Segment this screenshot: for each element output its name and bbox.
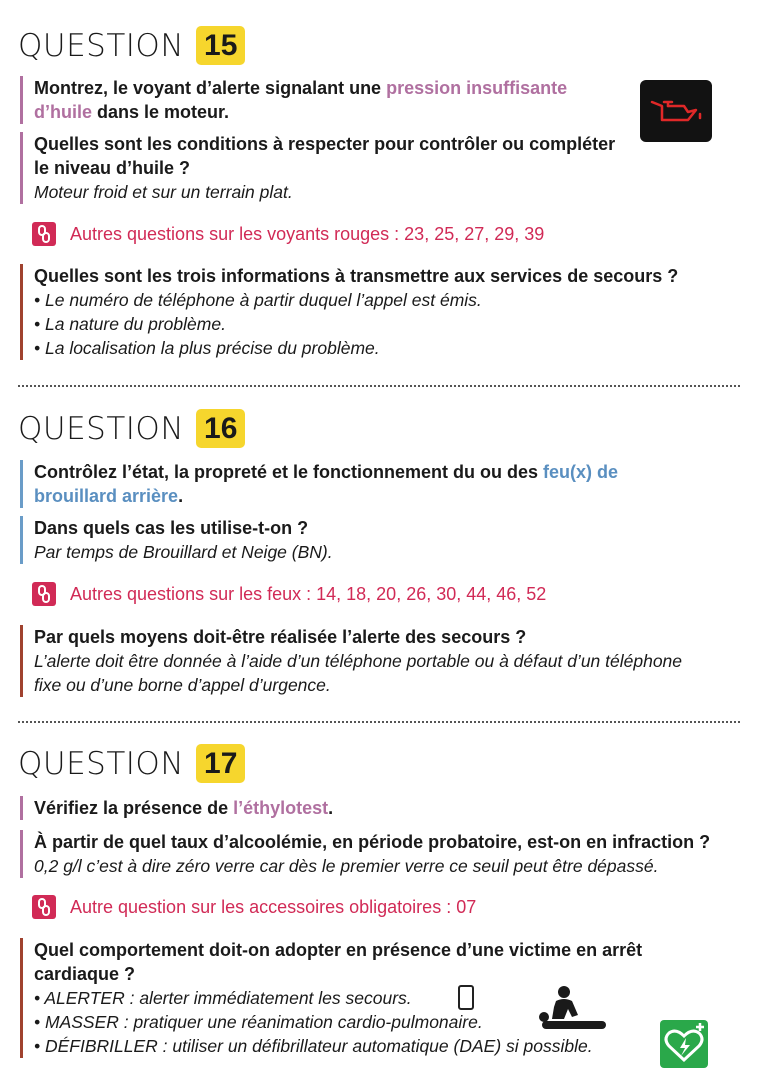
- q16-first-aid: [20, 625, 754, 697]
- answer-line: • La nature du problème.: [34, 314, 226, 334]
- answer-line: • Le numéro de téléphone à partir duquel l’appel est émis.: [34, 290, 482, 310]
- link-icon: [32, 582, 56, 606]
- question-number-badge: 15: [196, 26, 245, 65]
- answer-text: Moteur froid et sur un terrain plat.: [34, 182, 293, 202]
- question-16-header: [18, 409, 245, 448]
- q17-related-link[interactable]: [32, 895, 476, 919]
- question-number-badge: 16: [196, 409, 245, 448]
- question-label: QUESTION: [18, 745, 185, 782]
- q15-instruction: Montrez, le voyant d’alerte signalant une pression insuffisante d’huile dans le moteur.: [20, 76, 630, 124]
- section-divider: [18, 385, 740, 387]
- highlight-term: feu(x) de brouillard arrière: [34, 462, 619, 506]
- related-questions-text[interactable]: Autre question sur les accessoires obligatoires : 07: [70, 896, 477, 917]
- answer-line: L’alerte doit être donnée à l’aide d’un téléphone portable ou à défaut d’un téléphone: [34, 651, 683, 671]
- q15-related-link[interactable]: [32, 222, 544, 246]
- answer-text: Par temps de Brouillard et Neige (BN).: [34, 542, 333, 562]
- q16-related-link[interactable]: [32, 582, 546, 606]
- answer-line: • ALERTER : alerter immédiatement les secours.: [34, 988, 412, 1008]
- related-questions-text[interactable]: Autres questions sur les feux : 14, 18, 20, 26, 30, 44, 46, 52: [70, 583, 547, 604]
- question-text: Quel comportement doit-on adopter en présence d’une victime en arrêt cardiaque ?: [34, 940, 643, 984]
- cpr-icon: [538, 985, 610, 1033]
- q15-question: [20, 132, 630, 204]
- answer-line: fixe ou d’une borne d’appel d’urgence.: [34, 675, 331, 695]
- answer-line: • MASSER : pratiquer une réanimation cardio-pulmonaire.: [34, 1012, 483, 1032]
- q16-instruction: Contrôlez l’état, la propreté et le fonctionnement du ou des feu(x) de brouillard arrière.: [20, 460, 694, 508]
- answer-line: • DÉFIBRILLER : utiliser un défibrillateur automatique (DAE) si possible.: [34, 1036, 593, 1056]
- question-17-header: [18, 744, 245, 783]
- question-label: QUESTION: [18, 410, 185, 447]
- question-text: À partir de quel taux d’alcoolémie, en période probatoire, est-on en infraction ?: [34, 832, 711, 852]
- question-text: Quelles sont les conditions à respecter pour contrôler ou compléter le niveau d’huile ?: [34, 134, 616, 178]
- q16-question: [20, 516, 694, 564]
- related-questions-text[interactable]: Autres questions sur les voyants rouges : 23, 25, 27, 29, 39: [70, 223, 545, 244]
- question-number-badge: 17: [196, 744, 245, 783]
- answer-line: • La localisation la plus précise du problème.: [34, 338, 380, 358]
- oil-pressure-warning-icon: [640, 80, 712, 142]
- highlight-term: pression insuffisante d’huile: [34, 78, 568, 122]
- answer-text: 0,2 g/l c’est à dire zéro verre car dès le premier verre ce seuil peut être dépassé.: [34, 856, 659, 876]
- question-text: Par quels moyens doit-être réalisée l’alerte des secours ?: [34, 627, 527, 647]
- defibrillator-icon: [660, 1020, 708, 1068]
- link-icon: [32, 895, 56, 919]
- section-divider: [18, 721, 740, 723]
- q17-instruction: Vérifiez la présence de l’éthylotest.: [20, 796, 734, 820]
- highlight-term: l’éthylotest: [233, 798, 329, 818]
- question-text: Quelles sont les trois informations à transmettre aux services de secours ?: [34, 266, 679, 286]
- q17-first-aid: [20, 938, 724, 1058]
- question-text: Dans quels cas les utilise-t-on ?: [34, 518, 309, 538]
- question-label: QUESTION: [18, 27, 185, 64]
- link-icon: [32, 222, 56, 246]
- phone-icon: [458, 985, 474, 1010]
- q15-first-aid: [20, 264, 754, 360]
- question-15-header: [18, 26, 245, 65]
- q17-question: [20, 830, 754, 878]
